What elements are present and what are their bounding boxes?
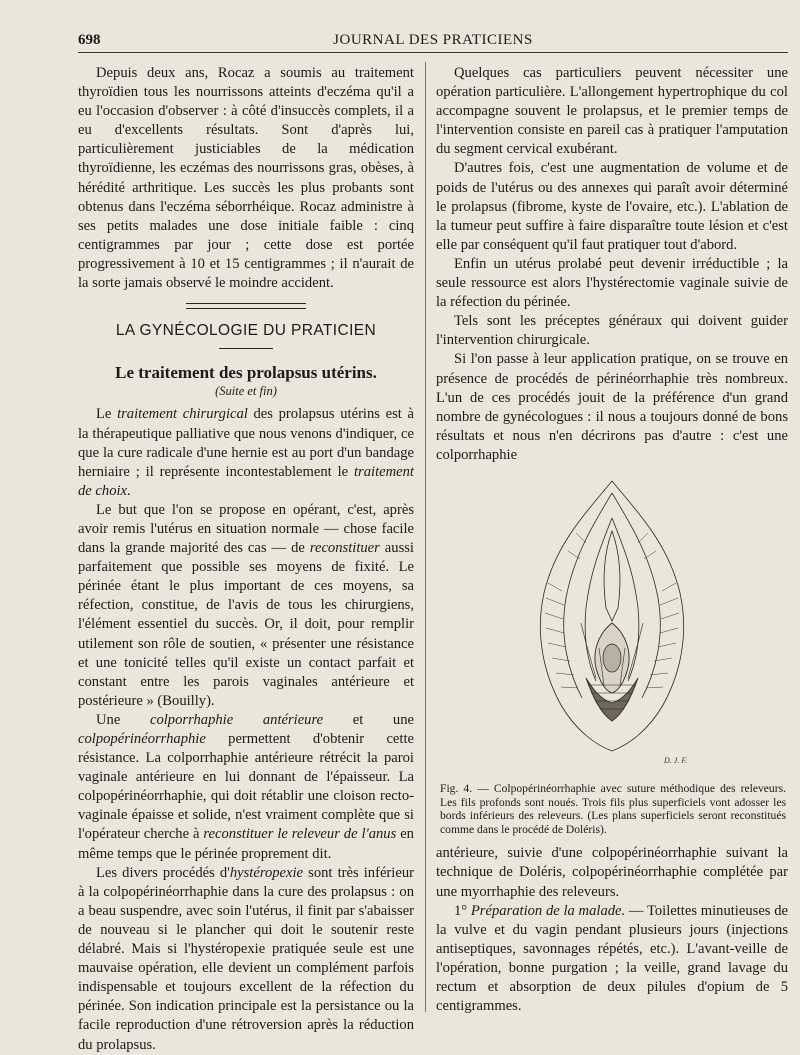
journal-title: JOURNAL DES PRATICIENS [333,32,533,48]
left-column [78,64,414,1055]
paragraph-operating-goal: Le but que l'on se propose en opérant, c'est, après avoir remis l'utérus en situation normale — chose facile dans la grande majorité des cas — de reconstituer aussi parfaitement que possible ses moyens de fixité. Le périnée étant le plus important de ces moyens, sa réfection, constitue, de l'avis de tous les chirurgiens, l'élément essentiel du succès. Or, il doit, pour remplir utilement son rôle de soutien, « présenter une résistance et une tonicité telles qu'il existe un contact parfait et constant entre les parois vaginales antérieure et postérieure » (Bouilly). [78,501,414,709]
article-title: Le traitement des prolapsus utérins. [115,363,377,383]
page-header [78,30,788,53]
anatomical-engraving [436,473,788,778]
paragraph-eczema: Depuis deux ans, Rocaz a soumis au traitement thyroïdien tous les nourrissons atteints d'eczéma qu'il a eu l'occasion d'observer : à côté d'insuccès complets, il a eu d'excellents résultats. Sont d'après lui, particulièrement justiciables de la médication thyroïdienne, les eczémas des nourrissons gras, obèses, à hérédité arthritique. Les succès les plus probants sont obtenus dans l'eczéma séborrhéique. Rocaz administre à ses petits malades une dose initiale faible : cinq centigrammes par jour ; cette dose est portée progressivement à 10 et 15 centigrammes ; il n'aurait de la sorte jamais observé le moindre accident. [78,65,414,292]
paragraph-anterior: antérieure, suivie d'une colpopérinéorrhaphie suivant la technique de Doléris, colpopérinéorrhaphie complétée par une myorrhaphie des releveurs. [436,845,788,900]
column-divider [425,62,426,1012]
paragraph-particular-cases: Quelques cas particuliers peuvent nécessiter une opération particulière. L'allongement hypertrophique du col accompagne souvent le prolapsus, et le premier temps de l'intervention consiste en pareil cas à pratiquer l'amputation du segment cervical exubérant. [436,65,788,158]
short-rule [219,348,273,349]
page-number: 698 [78,32,101,48]
paragraph-preparation: 1° Préparation de la malade. — Toilettes minutieuses de la vulve et du vagin pendant plusieurs jours (injections antiseptiques, savonnages répétés, etc.). L'avant-veille de l'opération, bonne purgation ; la veille, grand lavage du rectum et absorption de deux pilules d'opium de 5 centigrammes. [436,902,788,1015]
engraver-signature: D. J. F. [664,755,688,765]
article-subtitle: (Suite et fin) [215,384,277,399]
paragraph-colporrhaphy: Une colporrhaphie antérieure et une colpopérinéorrhaphie permettent d'obtenir cette résistance. La colporrhaphie antérieure rétrécit la paroi vaginale antérieure en lui donnant de l'épaisseur. La colpopérinéorrhaphie, qui doit rétablir une cloison recto-vaginale épaisse et solide, n'est vraiment complète que si l'opérateur cherche à reconstituer le releveur de l'anus en même temps que le périnée proprement dit. [78,711,415,862]
double-rule [186,303,306,309]
paragraph-surgical-treatment: Le traitement chirurgical des prolapsus utérins est à la thérapeutique palliative que nous venons d'indiquer, ce que la cure radicale d'une hernie est au port d'un bandage herniaire ; il représente incontestablement le traitement de choix. [78,406,414,499]
paragraph-tumor: D'autres fois, c'est une augmentation de volume et de poids de l'utérus ou des annexes qui paraît avoir déterminé le prolapsus (fibrome, kyste de l'ovaire, etc.). L'ablation de la tumeur peut suffire à faire disparaître toute lésion et c'est elle par conséquent qu'il faut pratiquer tout d'abord. [436,160,788,253]
right-column [436,64,788,1016]
caption-text: — Colpopérinéorrhaphie avec suture méthodique des releveurs. Les fils profonds sont noués. Trois fils plus superficiels vont adosser les bords inférieurs des releveurs. (Les plans superficiels seront reconstitués comme dans le procédé de Doléris). [440,781,786,836]
paragraph-precepts: Tels sont les préceptes généraux qui doivent guider l'intervention chirurgicale. [436,313,788,349]
caption-label: Fig. 4. [440,781,473,795]
section-heading: LA GYNÉCOLOGIE DU PRATICIEN [115,322,377,340]
figure-caption [436,782,788,836]
paragraph-irreducible: Enfin un utérus prolabé peut devenir irréductible ; la seule ressource est alors l'hystérectomie vaginale suivie de la réfection du périnée. [436,255,788,311]
figure-4-illustration [436,473,788,778]
paragraph-practical-application: Si l'on passe à leur application pratique, on se trouve en présence de procédés de périnéorrhaphie très nombreux. L'un de ces procédés jouit de la préférence d'un grand nombre de gynécologues : il nous a toujours donné de bons résultats et nous n'en décrirons pas d'autre : c'est une colporrhaphie [436,351,788,463]
paragraph-hysteropexy: Les divers procédés d'hystéropexie sont très inférieur à la colpopérinéorrhaphie dans la cure des prolapsus : on a beau suspendre, avec soin l'utérus, il finit par s'abaisser de nouveau si le plancher qui doit le soutenir reste délabré. Mais si l'hystéropexie pratiquée seule est une mauvaise opération, elle devient un complément parfois indispensable et toujours excellent de la réfection du périnée. Son indication principale est la persistance ou la facile reproduction d'une rétroversion après la réduction du prolapsus. [78,864,414,1053]
